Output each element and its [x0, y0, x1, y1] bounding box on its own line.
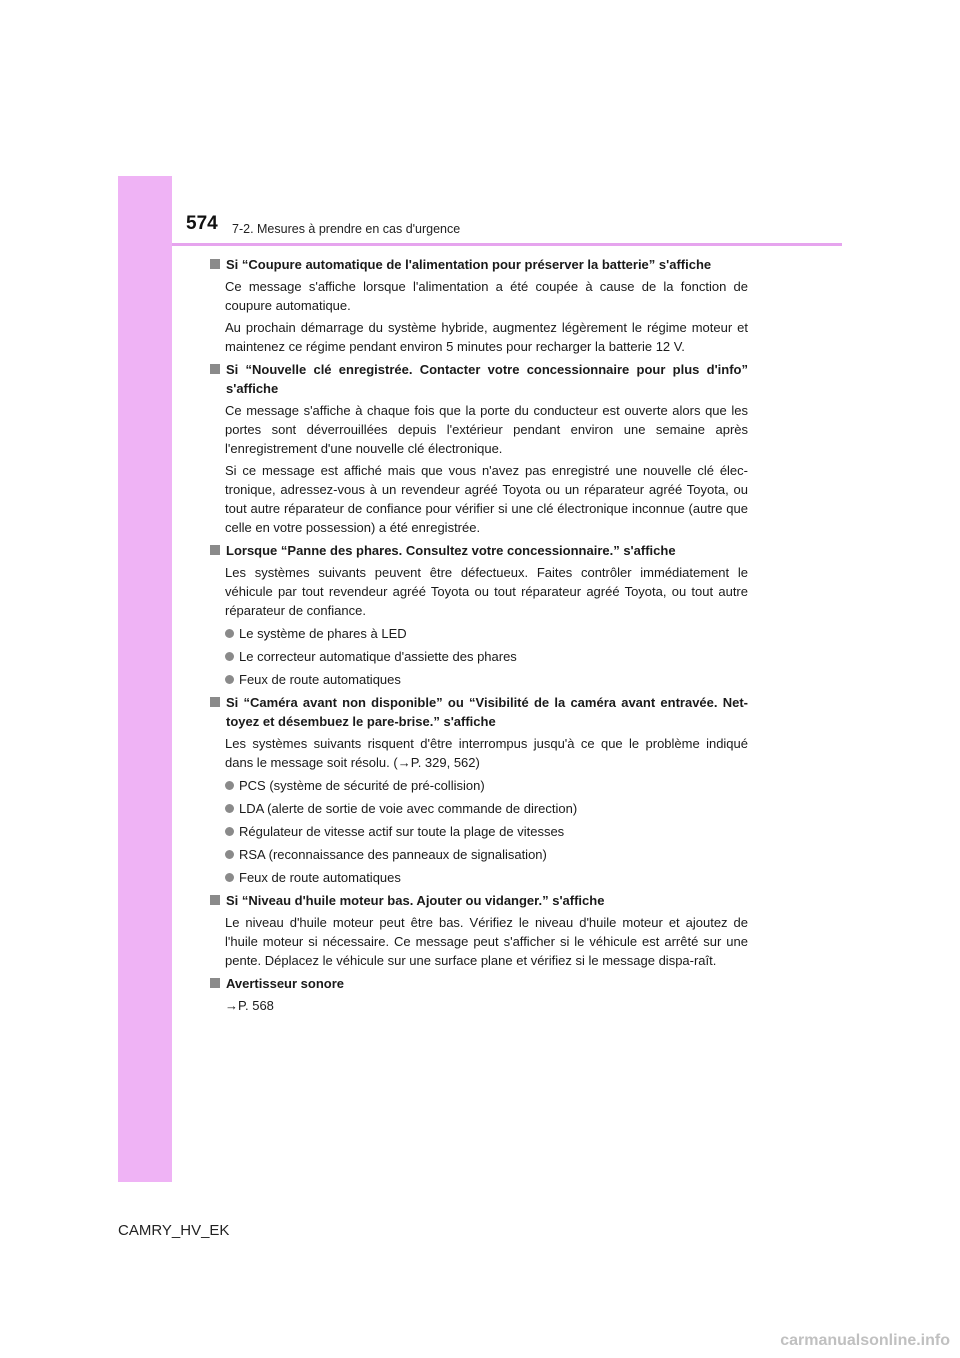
square-bullet-icon [210, 895, 220, 905]
bullet-text: LDA (alerte de sortie de voie avec commande de direction) [239, 801, 578, 816]
paragraph: Les systèmes suivants peuvent être défectueux. Faites contrôler immédiatement le véhicule par tout revendeur agréé Toyota ou tout réparateur agréé Toyota, ou tout autre réparateur de confiance. [225, 565, 748, 618]
bullet-text: RSA (reconnaissance des panneaux de signalisation) [239, 847, 547, 862]
section [210, 255, 748, 356]
model-code: CAMRY_HV_EK [118, 1222, 230, 1239]
paragraph: Les systèmes suivants risquent d'être interrompus jusqu'à ce que le problème indiqué dans le message soit résolu. (→P. 329, 562) [225, 736, 748, 770]
paragraph: Ce message s'affiche lorsque l'alimentation a été coupée à cause de la fonction de coupure automatique. [225, 279, 748, 313]
section-heading [210, 541, 748, 560]
round-bullet-icon [225, 873, 234, 882]
bullet-item [225, 799, 748, 818]
section [210, 891, 748, 970]
paragraph: →P. 568 [225, 998, 274, 1013]
round-bullet-icon [225, 629, 234, 638]
section-heading-text: Si “Niveau d'huile moteur bas. Ajouter ou vidanger.” s'affiche [226, 893, 605, 908]
round-bullet-icon [225, 850, 234, 859]
header-rule [172, 243, 842, 246]
square-bullet-icon [210, 978, 220, 988]
section-heading-text: Avertisseur sonore [226, 976, 345, 991]
paragraph: Le niveau d'huile moteur peut être bas. Vérifiez le niveau d'huile moteur et ajoutez de l'huile moteur si nécessaire. Ce message peut s'afficher si le véhicule est arrêté sur une pente. Déplacez le véhicule sur une surface plane et vérifiez si le message dispa-raît. [225, 915, 748, 968]
bullet-item [225, 822, 748, 841]
section [210, 360, 748, 537]
chapter-title: 7-2. Mesures à prendre en cas d'urgence [232, 222, 461, 236]
paragraph: Si ce message est affiché mais que vous n'avez pas enregistré une nouvelle clé élec-tronique, adressez-vous à un revendeur agréé Toyota ou un réparateur agréé Toyota, ou tout autre réparateur de confiance pour vérifier si une clé électronique inconnue (autre que celle en votre possession) a été enregistrée. [225, 463, 748, 535]
paragraph: Ce message s'affiche à chaque fois que la porte du conducteur est ouverte alors que les portes sont déverrouillées depuis l'extérieur pendant environ une semaine après l'enregistrement d'une nouvelle clé électronique. [225, 403, 748, 456]
chapter-sidebar-tab [118, 176, 172, 1182]
bullet-item [225, 647, 748, 666]
bullet-item [225, 868, 748, 887]
section-heading [210, 693, 748, 731]
bullet-item [225, 776, 748, 795]
round-bullet-icon [225, 827, 234, 836]
square-bullet-icon [210, 697, 220, 707]
page-number: 574 [186, 213, 218, 234]
section-heading-text: Lorsque “Panne des phares. Consultez votre concessionnaire.” s'affiche [226, 543, 676, 558]
section-heading [210, 891, 748, 910]
round-bullet-icon [225, 781, 234, 790]
round-bullet-icon [225, 675, 234, 684]
watermark: carmanualsonline.info [780, 1332, 950, 1349]
bullet-text: Le correcteur automatique d'assiette des phares [239, 649, 517, 664]
section-heading [210, 255, 748, 274]
bullet-item [225, 845, 748, 864]
section [210, 974, 748, 1015]
section-heading-text: Si “Coupure automatique de l'alimentation pour préserver la batterie” s'affiche [226, 257, 712, 272]
section [210, 541, 748, 689]
section-heading [210, 974, 748, 993]
square-bullet-icon [210, 259, 220, 269]
section-heading-text: Si “Caméra avant non disponible” ou “Visibilité de la caméra avant entravée. Net-toyez et désembuez le pare-brise.” s'affiche [226, 695, 748, 729]
bullet-text: Régulateur de vitesse actif sur toute la plage de vitesses [239, 824, 565, 839]
square-bullet-icon [210, 545, 220, 555]
section-heading [210, 360, 748, 398]
round-bullet-icon [225, 652, 234, 661]
section-heading-text: Si “Nouvelle clé enregistrée. Contacter votre concessionnaire pour plus d'info” s'affiche [226, 362, 748, 396]
round-bullet-icon [225, 804, 234, 813]
section [210, 693, 748, 887]
bullet-item [225, 670, 748, 689]
paragraph: Au prochain démarrage du système hybride, augmentez légèrement le régime moteur et maintenez ce régime pendant environ 5 minutes pour recharger la batterie 12 V. [225, 320, 748, 354]
bullet-text: Le système de phares à LED [239, 626, 407, 641]
bullet-text: Feux de route automatiques [239, 672, 401, 687]
bullet-text: Feux de route automatiques [239, 870, 401, 885]
bullet-text: PCS (système de sécurité de pré-collision) [239, 778, 485, 793]
page-content [210, 252, 748, 1019]
square-bullet-icon [210, 364, 220, 374]
bullet-item [225, 624, 748, 643]
